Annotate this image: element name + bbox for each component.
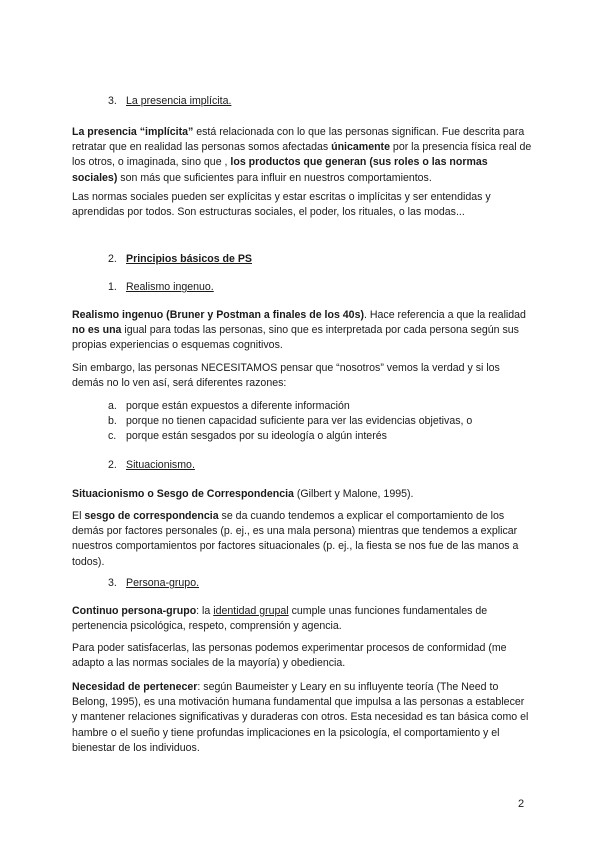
- list-item: b. porque no tienen capacidad suficiente para ver las evidencias objetivas, o: [108, 415, 473, 428]
- page-number: 2: [518, 798, 525, 810]
- paragraph-situacionismo: Situacionismo o Sesgo de Correspondencia (Gilbert y Malone, 1995).: [72, 488, 414, 500]
- list-item: c. porque están sesgados por su ideología o algún interés: [108, 430, 387, 443]
- reasons-list: [108, 399, 528, 445]
- paragraph-sin-embargo: Sin embargo, las personas NECESITAMOS pensar que “nosotros” vemos la verdad y si los demás no lo ven así, será diferentes razones:: [72, 362, 500, 390]
- list-item: a. porque están expuestos a diferente información: [108, 400, 350, 412]
- paragraph-satisfacer: Para poder satisfacerlas, las personas podemos experimentar procesos de conformidad (me adapto a las normas sociales de la mayoría) y obediencia.: [72, 642, 507, 670]
- paragraph-realismo: Realismo ingenuo (Bruner y Postman a finales de los 40s). Hace referencia a que la realidad no es una igual para todas las personas, sino que es interpretada por cada persona según sus propias experiencias o esquemas cognitivos.: [72, 309, 526, 352]
- paragraph-necesidad: Necesidad de pertenecer: según Baumeister y Leary en su influyente teoría (The Need to Belong, 1995), es una motivación humana fundamental que impulsa a las personas a establecer y mantener relaciones significativas y duraderas con otros. Esta necesidad es tan básica como el hambre o el sueño y tiene profundas implicaciones en la psicología, el comportamiento y el bienestar de los individuos.: [72, 681, 529, 754]
- section-heading-presencia: 3. La presencia implícita.: [108, 95, 232, 107]
- paragraph-continuo: Continuo persona-grupo: la identidad grupal cumple unas funciones fundamentales de pertenencia psicológica, respeto, comprensión y agencia.: [72, 605, 488, 633]
- section-heading-principios: 2. Principios básicos de PS: [108, 253, 252, 265]
- paragraph-presencia: La presencia “implícita” está relacionada con lo que las personas significan. Fue descrita para retratar que en realidad las personas somos afectadas únicamente por la presencia física real de los otros, o imaginada, sino que , los productos que generan (sus roles o las normas sociales) son más que suficientes para influir en nuestros comportamientos.: [72, 126, 532, 184]
- subsection-heading-realismo: 1. Realismo ingenuo.: [108, 281, 214, 293]
- subsection-heading-situacionismo: 2. Situacionismo.: [108, 459, 195, 471]
- identidad-grupal-link[interactable]: identidad grupal: [213, 605, 289, 617]
- paragraph-sesgo: El sesgo de correspondencia se da cuando tendemos a explicar el comportamiento de los demás por factores personales (p. ej., es una mala persona) mientras que tendemos a explicar nuestros comportamientos por factores situacionales (p. ej., la fiesta se nos fue de las manos a todos).: [72, 510, 519, 568]
- paragraph-normas: Las normas sociales pueden ser explícitas y estar escritas o implícitas y ser entendidas y aprendidas por todos. Son estructuras sociales, el poder, los rituales, o las modas...: [72, 191, 491, 219]
- subsection-heading-persona-grupo: 3. Persona-grupo.: [108, 577, 200, 589]
